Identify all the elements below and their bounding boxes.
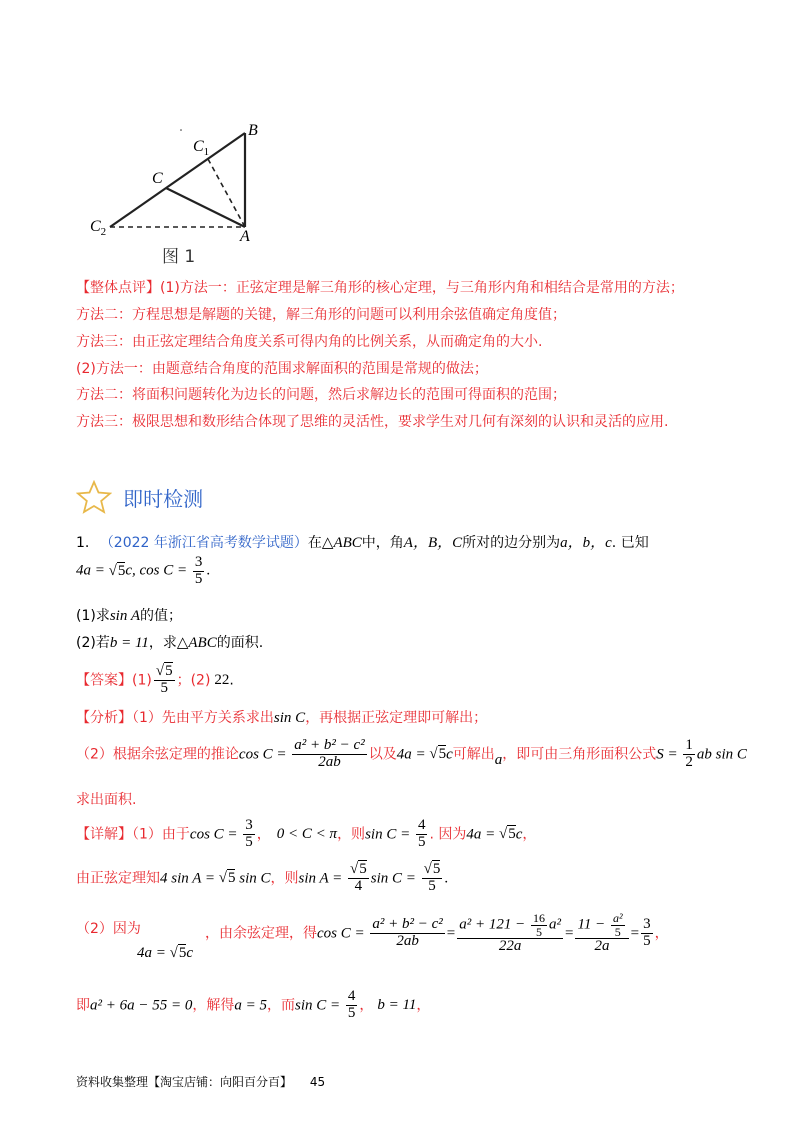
analysis-line-2: （2）根据余弦定理的推论cos C = $\frac{\text{a² + b² − c²}}{2ab}$ 以及4a = √5c可解出a，即可由三角形面积公式S = $\frac{1}{2}$ ab sin C [76, 737, 747, 770]
summary-line-1: 【整体点评】(1)方法一：正弦定理是解三角形的核心定理，与三角形内角和相结合是常用的方法； [76, 280, 684, 296]
detail-line-3: （2）因为 [76, 921, 141, 937]
summary-line-2: 方法二：方程思想是解题的关键，解三角形的问题可以利用余弦值确定角度值； [76, 307, 566, 323]
summary-tag: 【整体点评】 [76, 280, 160, 296]
answer-line: 【答案】(1) $\frac{√5}{5}$ ；(2) 22. [76, 663, 234, 696]
footer-text: 资料收集整理【淘宝店铺：向阳百分百】 [76, 1075, 293, 1089]
triangle-figure [80, 118, 280, 268]
section-title: 即时检测 [123, 486, 204, 511]
page-footer [76, 1073, 325, 1090]
question-1-part-1: (1)求sin A的值； [76, 608, 182, 624]
question-1-part-2: (2)若b = 11，求△ABC的面积. [76, 635, 264, 651]
analysis-line-3: 求出面积. [76, 792, 137, 808]
analysis-tag: 【分析】 [76, 710, 132, 726]
detail-line-2: 由正弦定理知4 sin A = √5 sin C，则sin A = $\frac{√5}{4}$ sin C = $\frac{√5}{5}$ . [76, 861, 449, 894]
detail-line-1: 【详解】（1）由于cos C = $\frac{3}{5}$ ， 0 < C < π，则sin C = $\frac{4}{5}$ . 因为4a = √5c， [76, 817, 537, 850]
question-1-given: 4a = √5c, cos C = $\frac{3}{5}$ . [76, 554, 211, 587]
page-number: 45 [309, 1075, 326, 1089]
label-c2: $C_2$ [90, 218, 107, 239]
label-c: C [152, 170, 163, 187]
summary-line-5: 方法二：将面积问题转化为边长的问题，然后求解边长的范围可得面积的范围； [76, 387, 566, 403]
detail-line-3-given: 4a = √5c [137, 945, 194, 961]
analysis-line-1: 【分析】（1）先由平方关系求出sin C，再根据正弦定理即可解出； [76, 710, 488, 726]
question-1-line-1: 1. （2022 年浙江省高考数学试题）在△ABC中，角A，B，C所对的边分别为a，b，c. 已知 [76, 535, 649, 551]
figure-caption: 图 1 [162, 247, 196, 267]
summary-line-6: 方法三：极限思想和数形结合体现了思维的灵活性，要求学生对几何有深刻的认识和灵活的应用. [76, 414, 669, 430]
question-source: （2022 年浙江省高考数学试题） [99, 535, 308, 551]
summary-line-4: (2)方法一：由题意结合角度的范围求解面积的范围是常规的做法； [76, 361, 488, 377]
label-c1: $C_1$ [193, 138, 210, 159]
star-icon [76, 480, 112, 514]
detail-tag: 【详解】 [76, 826, 132, 843]
label-b: B [248, 122, 258, 139]
answer-tag: 【答案】 [76, 672, 132, 689]
section-header [76, 480, 203, 514]
summary-line-3: 方法三：由正弦定理结合角度关系可得内角的比例关系，从而确定角的大小. [76, 334, 543, 350]
label-a: A [240, 228, 250, 245]
detail-line-4: 即a² + 6a − 55 = 0，解得a = 5，而sin C = $\frac{4}{5}$ ， b = 11， [76, 988, 431, 1021]
detail-line-3-formula: ，由余弦定理，得cos C = $\frac{\text{a² + b² − c²}}{2ab}$ = a² + 121 − $\frac{16}{5}$ a² 22a = 11 − $\frac{\text{a²}}{5}$ 2a = $\frac{3}{5}$ ， [205, 911, 669, 955]
